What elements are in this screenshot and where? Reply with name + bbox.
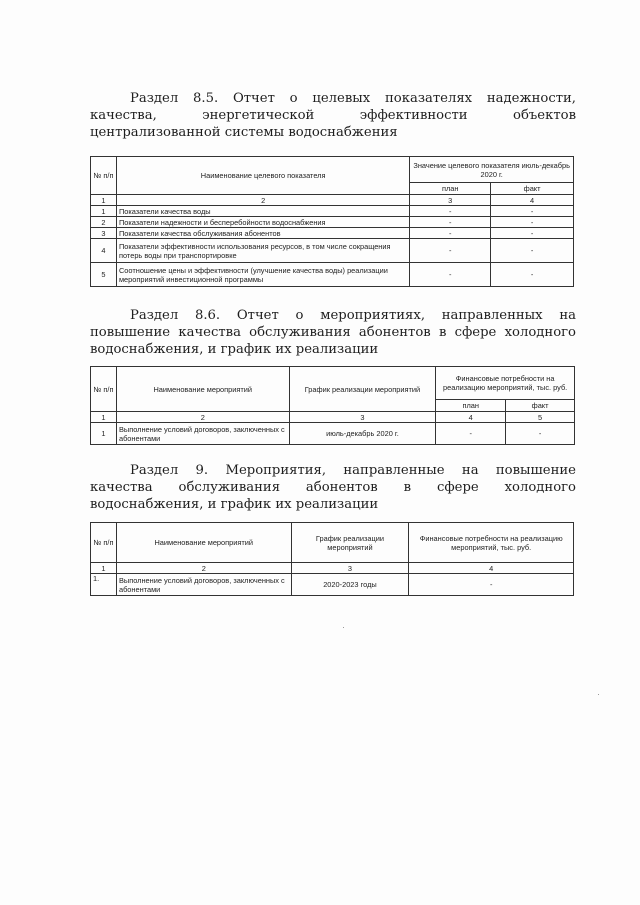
row-number: 1	[91, 206, 117, 217]
header-indicator-name: Наименование целевого показателя	[116, 157, 409, 195]
table-row	[91, 228, 574, 239]
table-index-row	[91, 563, 574, 574]
header-number: № п/п	[91, 367, 117, 412]
row-fact: -	[506, 423, 575, 445]
measures-report-table	[90, 366, 575, 445]
index-cell: 1	[91, 563, 117, 574]
row-number: 4	[91, 239, 117, 263]
table-row	[91, 423, 575, 445]
row-indicator-name: Показатели эффективности использования ресурсов, в том числе сокращения потерь воды при транспортировке	[116, 239, 409, 263]
row-plan: -	[410, 263, 491, 287]
header-number: № п/п	[91, 157, 117, 195]
table-index-row	[91, 195, 574, 206]
index-cell: 2	[116, 412, 289, 423]
header-measure-name: Наименование мероприятий	[116, 367, 289, 412]
row-fact: -	[491, 239, 574, 263]
table-row	[91, 263, 574, 287]
row-indicator-name: Показатели качества обслуживания абонентов	[116, 228, 409, 239]
row-number: 2	[91, 217, 117, 228]
row-schedule: июль-декабрь 2020 г.	[289, 423, 436, 445]
section-9-heading-text: Раздел 9. Мероприятия, направленные на повышение качества обслуживания абонентов в сфере холодного водоснабжения, и график их реализации	[90, 463, 576, 512]
table-row	[91, 217, 574, 228]
row-plan: -	[410, 206, 491, 217]
header-plan: план	[436, 400, 506, 412]
header-finance: Финансовые потребности на реализацию мероприятий, тыс. руб.	[436, 367, 575, 400]
target-indicators-table	[90, 156, 574, 287]
measures-plan-table	[90, 522, 574, 596]
header-schedule: График реализации мероприятий	[291, 523, 409, 563]
row-schedule: 2020-2023 годы	[291, 574, 409, 596]
row-plan: -	[410, 228, 491, 239]
section-9-heading	[90, 462, 576, 513]
row-fact: -	[491, 217, 574, 228]
row-plan: -	[436, 423, 506, 445]
row-fact: -	[491, 206, 574, 217]
table-header-row	[91, 157, 574, 183]
index-cell: 5	[506, 412, 575, 423]
index-cell: 1	[91, 412, 117, 423]
table-row	[91, 206, 574, 217]
header-fact: факт	[491, 183, 574, 195]
row-indicator-name: Показатели надежности и бесперебойности водоснабжения	[116, 217, 409, 228]
row-fact: -	[491, 228, 574, 239]
index-cell: 3	[291, 563, 409, 574]
index-cell: 4	[409, 563, 574, 574]
table-row	[91, 239, 574, 263]
index-cell: 2	[116, 563, 291, 574]
index-cell: 3	[289, 412, 436, 423]
header-plan: план	[410, 183, 491, 195]
scan-speck	[598, 694, 599, 695]
row-plan: -	[410, 217, 491, 228]
row-number: 1	[91, 423, 117, 445]
section-8-6-heading	[90, 307, 576, 358]
row-indicator-name: Соотношение цены и эффективности (улучшение качества воды) реализации мероприятий инвестиционной программы	[116, 263, 409, 287]
row-number: 3	[91, 228, 117, 239]
row-measure-name: Выполнение условий договоров, заключенных с абонентами	[116, 574, 291, 596]
header-fact: факт	[506, 400, 575, 412]
row-number: 5	[91, 263, 117, 287]
row-fact: -	[491, 263, 574, 287]
header-finance: Финансовые потребности на реализацию мероприятий, тыс. руб.	[409, 523, 574, 563]
row-indicator-name: Показатели качества воды	[116, 206, 409, 217]
table-row	[91, 574, 574, 596]
section-8-6-heading-text: Раздел 8.6. Отчет о мероприятиях, направленных на повышение качества обслуживания абонентов в сфере холодного водоснабжения, и график их реализации	[90, 308, 576, 357]
index-cell: 4	[436, 412, 506, 423]
scan-speck	[343, 627, 344, 628]
index-cell: 3	[410, 195, 491, 206]
index-cell: 1	[91, 195, 117, 206]
row-number: 1.	[91, 574, 117, 596]
section-8-5-heading-text: Раздел 8.5. Отчет о целевых показателях надежности, качества, энергетической эффективности объектов централизованной системы водоснабжения	[90, 91, 576, 140]
section-8-5-heading	[90, 90, 576, 141]
table-index-row	[91, 412, 575, 423]
header-measure-name: Наименование мероприятий	[116, 523, 291, 563]
index-cell: 4	[491, 195, 574, 206]
table-header-row	[91, 523, 574, 563]
index-cell: 2	[116, 195, 409, 206]
row-plan: -	[410, 239, 491, 263]
table-header-row	[91, 367, 575, 400]
row-finance: -	[409, 574, 574, 596]
header-schedule: График реализации мероприятий	[289, 367, 436, 412]
header-number: № п/п	[91, 523, 117, 563]
header-target-value: Значение целевого показателя июль-декабрь 2020 г.	[410, 157, 574, 183]
row-measure-name: Выполнение условий договоров, заключенных с абонентами	[116, 423, 289, 445]
